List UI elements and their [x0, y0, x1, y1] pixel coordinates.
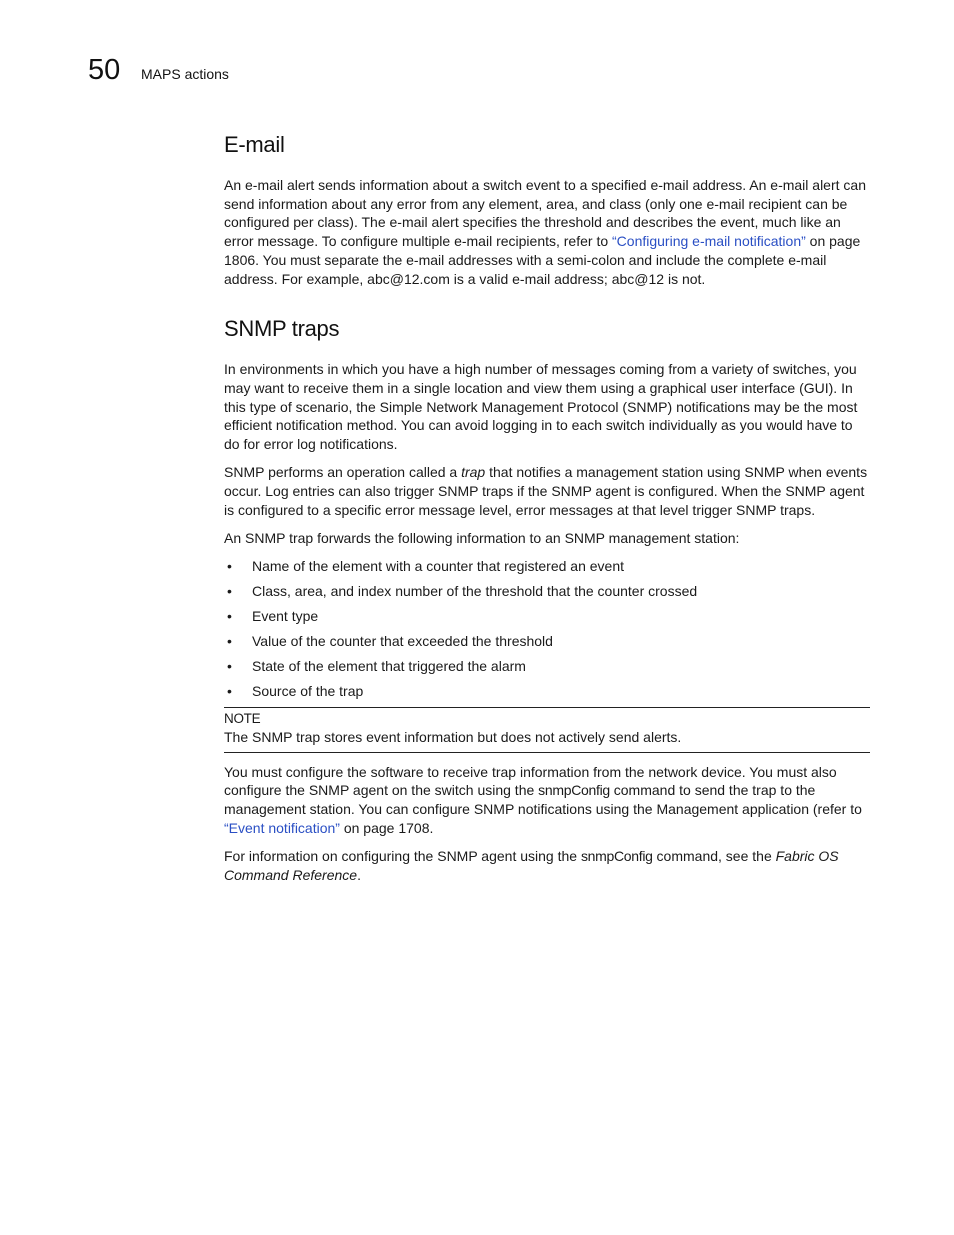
page-content — [224, 131, 870, 894]
snmp-paragraph-5-text-1: For information on configuring the SNMP agent using the — [224, 848, 581, 865]
bullet-icon: • — [227, 683, 232, 700]
snmp-paragraph-2-text-1: SNMP performs an operation called a — [224, 464, 462, 481]
list-item — [224, 682, 870, 701]
bullet-icon: • — [227, 583, 232, 600]
snmp-paragraph-4-text-2: command to send the trap to the management station. You can configure SNMP notifications using the Management application (refer to — [224, 782, 862, 818]
list-item — [224, 582, 870, 601]
email-paragraph — [224, 176, 870, 288]
snmp-paragraph-2 — [224, 463, 870, 519]
list-item-text: Source of the trap — [252, 683, 364, 700]
bullet-icon: • — [227, 633, 232, 650]
list-item — [224, 657, 870, 676]
list-item-text: Event type — [252, 608, 319, 625]
snmpconfig-command: snmpConfig — [538, 782, 610, 799]
email-paragraph-text-1: An e-mail alert sends information about a switch event to a specified e-mail address. An e-mail alert can send information about any error from any element, area, and class (only one e-mail recipient can be configured per class). The e-mail alert specifies the threshold and describes the event, much like an error message. To configure multiple e-mail recipients, refer to — [224, 177, 866, 250]
trap-term: trap — [461, 464, 486, 481]
bullet-icon: • — [227, 608, 232, 625]
note-box — [224, 707, 870, 753]
trap-info-list — [224, 557, 870, 701]
list-item-text: Class, area, and index number of the threshold that the counter crossed — [252, 583, 698, 600]
list-item — [224, 557, 870, 576]
event-notification-link[interactable]: “Event notification” — [224, 819, 340, 836]
configuring-email-notification-link[interactable]: “Configuring e-mail notification” — [612, 233, 806, 250]
snmp-paragraph-5 — [224, 847, 870, 884]
note-text: The SNMP trap stores event information but does not actively send alerts. — [224, 729, 682, 746]
list-item-text: Value of the counter that exceeded the threshold — [252, 633, 553, 650]
snmp-paragraph-4-text-3: on page 1708. — [339, 819, 434, 836]
snmp-paragraph-4-text-1: You must configure the software to receive trap information from the network device. You must also configure the SNMP agent on the switch using the — [224, 763, 837, 799]
email-heading: E-mail — [224, 132, 285, 157]
snmp-traps-heading: SNMP traps — [224, 316, 340, 342]
snmp-paragraph-5-text-2: command, see the — [652, 848, 776, 865]
list-item-text: Name of the element with a counter that registered an event — [252, 558, 624, 575]
snmp-paragraph-2-text-2: that notifies a management station using SNMP when events occur. Log entries can also trigger SNMP traps if the SNMP agent is configured. When the SNMP agent is configured to a specific error message level, error messages at that level trigger SNMP traps. — [224, 464, 868, 518]
snmp-paragraph-5-text-3: . — [357, 866, 361, 883]
list-item — [224, 607, 870, 626]
bullet-icon: • — [227, 558, 232, 575]
note-label: NOTE — [224, 711, 261, 727]
chapter-number: 50 — [88, 54, 121, 86]
fabric-os-command-reference-title: Fabric OS Command Reference — [224, 848, 839, 883]
snmp-paragraph-4 — [224, 763, 870, 838]
bullet-icon: • — [227, 658, 232, 675]
snmp-paragraph-1: In environments in which you have a high number of messages coming from a variety of switches, you may want to receive them in a single location and view them using a graphical user interface (GUI). In this type of scenario, the Simple Network Management Protocol (SNMP) notifications may be the most efficient notification method. You can avoid logging in to each switch individually as you would have to do for error log notifications. — [224, 361, 858, 453]
list-item — [224, 632, 870, 651]
list-item-text: State of the element that triggered the alarm — [252, 658, 526, 675]
snmp-paragraph-3: An SNMP trap forwards the following information to an SNMP management station: — [224, 529, 740, 546]
snmpconfig-command: snmpConfig — [580, 848, 653, 865]
email-paragraph-text-2: on page 1806. You must separate the e-mail addresses with a semi-colon and include the complete e-mail address. For example, abc@12.com is a valid e-mail address; abc@12 is not. — [224, 233, 861, 287]
chapter-title: MAPS actions — [141, 66, 229, 82]
